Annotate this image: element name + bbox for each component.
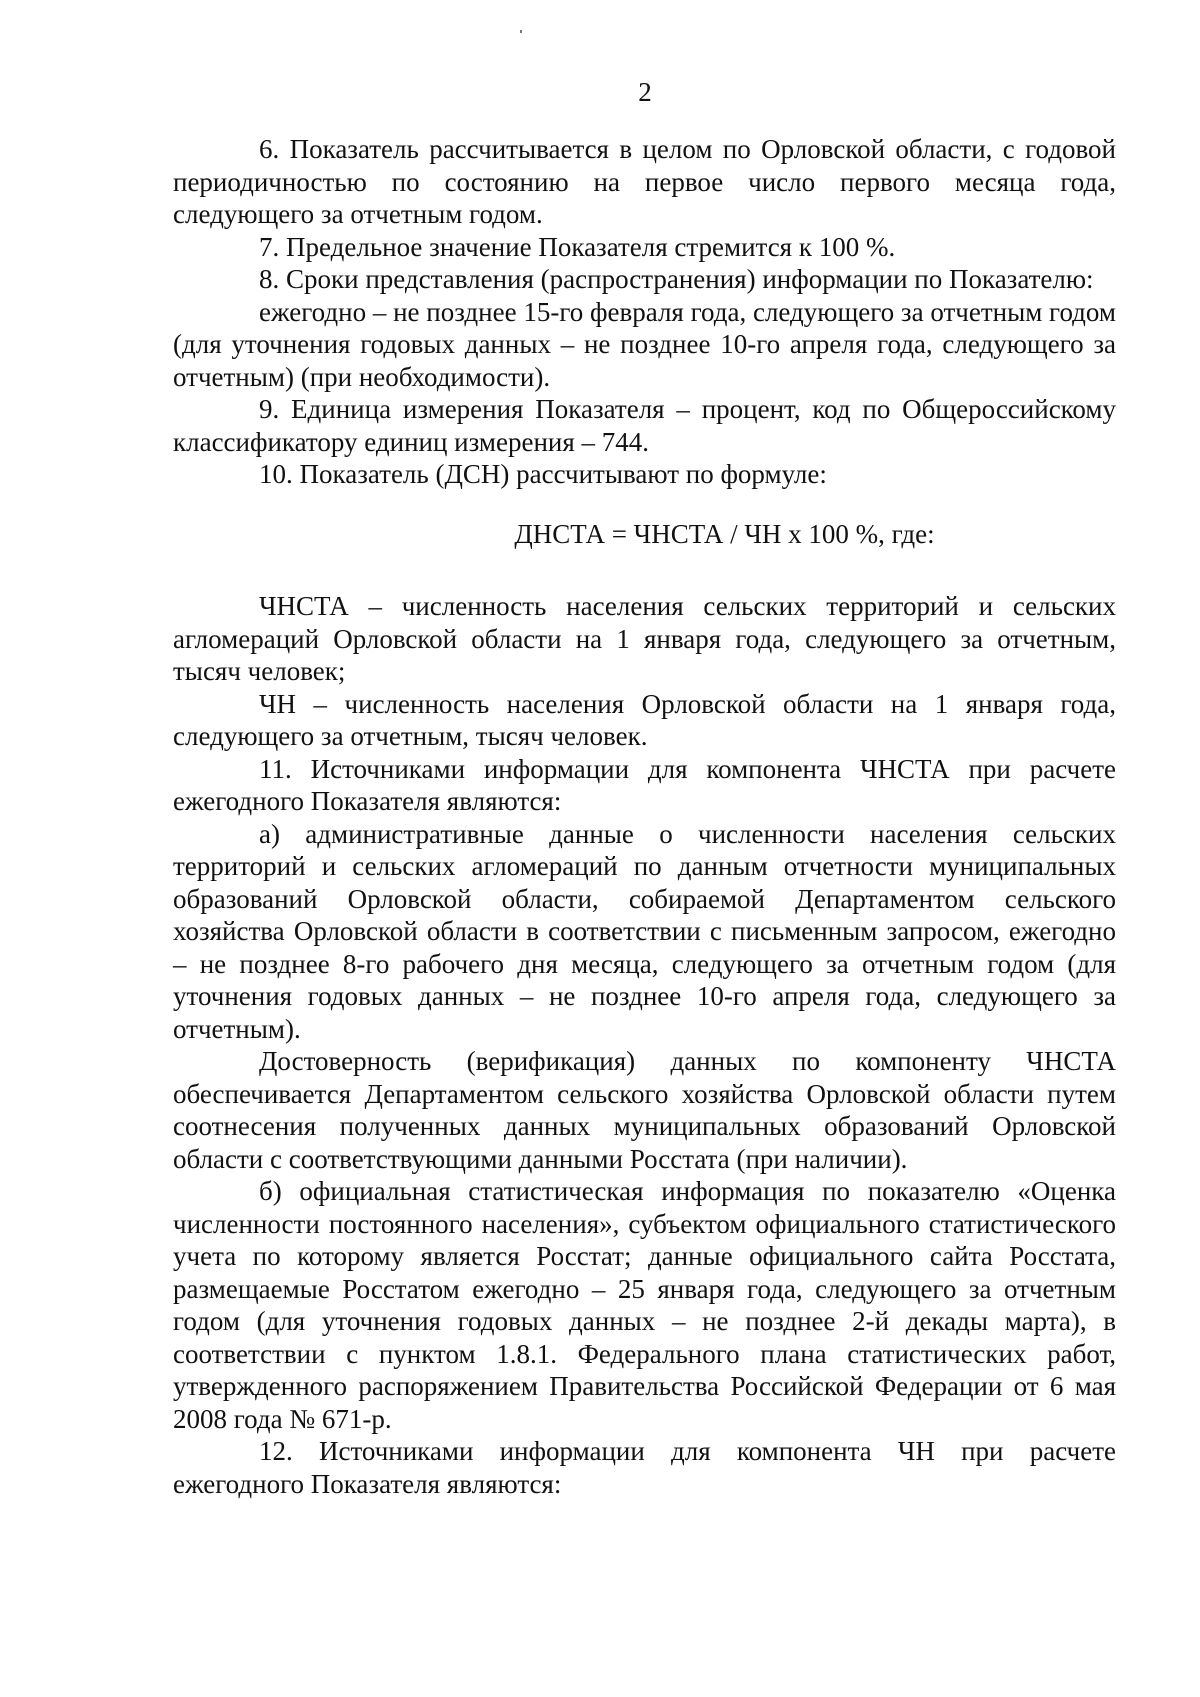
document-body: [173, 133, 1116, 1500]
definition-chnsta: ЧНСТА – численность населения сельских территорий и сельских агломераций Орловской области на 1 января года, следующего за отчетным, тысяч человек;: [173, 591, 1116, 686]
paragraph-11-verification: Достоверность (верификация) данных по компоненту ЧНСТА обеспечивается Департаментом сельского хозяйства Орловской области путем соотнесения полученных данных муниципальных образований Орловской области с соответствующими данными Росстата (при наличии).: [173, 1046, 1116, 1174]
scan-speck: [520, 30, 522, 33]
definition-chn: ЧН – численность населения Орловской области на 1 января года, следующего за отчетным, тысяч человек.: [173, 688, 1116, 751]
paragraph-9: 9. Единица измерения Показателя – процент, код по Общероссийскому классификатору единиц измерения – 744.: [173, 394, 1116, 457]
paragraph-7: 7. Предельное значение Показателя стремится к 100 %.: [259, 231, 896, 262]
paragraph-11-a: а) административные данные о численности населения сельских территорий и сельских агломераций по данным отчетности муниципальных образований Орловской области, собираемой Департаментом сельского хозяйства Орловской области в соответствии с письменным запросом, ежегодно – не позднее 8-го рабочего дня месяца, следующего за отчетным годом (для уточнения годовых данных – не позднее 10-го апреля года, следующего за отчетным).: [173, 818, 1116, 1044]
paragraph-6: 6. Показатель рассчитывается в целом по Орловской области, с годовой периодичностью по состоянию на первое число первого месяца года, следующего за отчетным годом.: [173, 134, 1116, 229]
formula: ДНСТА = ЧНСТА / ЧН х 100 %, где:: [514, 518, 935, 549]
paragraph-10: 10. Показатель (ДСН) рассчитывают по формуле:: [259, 459, 827, 489]
page-number: 2: [638, 77, 652, 107]
paragraph-8: 8. Сроки представления (распространения) информации по Показателю:: [259, 264, 1094, 294]
paragraph-11: 11. Источниками информации для компонента ЧНСТА при расчете ежегодного Показателя являются:: [173, 753, 1116, 816]
paragraph-12: 12. Источниками информации для компонента ЧН при расчете ежегодного Показателя являются:: [173, 1436, 1116, 1499]
paragraph-11-b: б) официальная статистическая информация по показателю «Оценка численности постоянного населения», субъектом официального статистического учета по которому является Росстат; данные официального сайта Росстата, размещаемые Росстатом ежегодно – 25 января года, следующего за отчетным годом (для уточнения годовых данных – не позднее 2-й декады марта), в соответствии с пунктом 1.8.1. Федерального плана статистических работ, утвержденного распоряжением Правительства Российской Федерации от 6 мая 2008 года № 671-р.: [173, 1176, 1116, 1434]
paragraph-8-detail: ежегодно – не позднее 15-го февраля года, следующего за отчетным годом (для уточнения годовых данных – не позднее 10-го апреля года, следующего за отчетным) (при необходимости).: [173, 296, 1116, 392]
